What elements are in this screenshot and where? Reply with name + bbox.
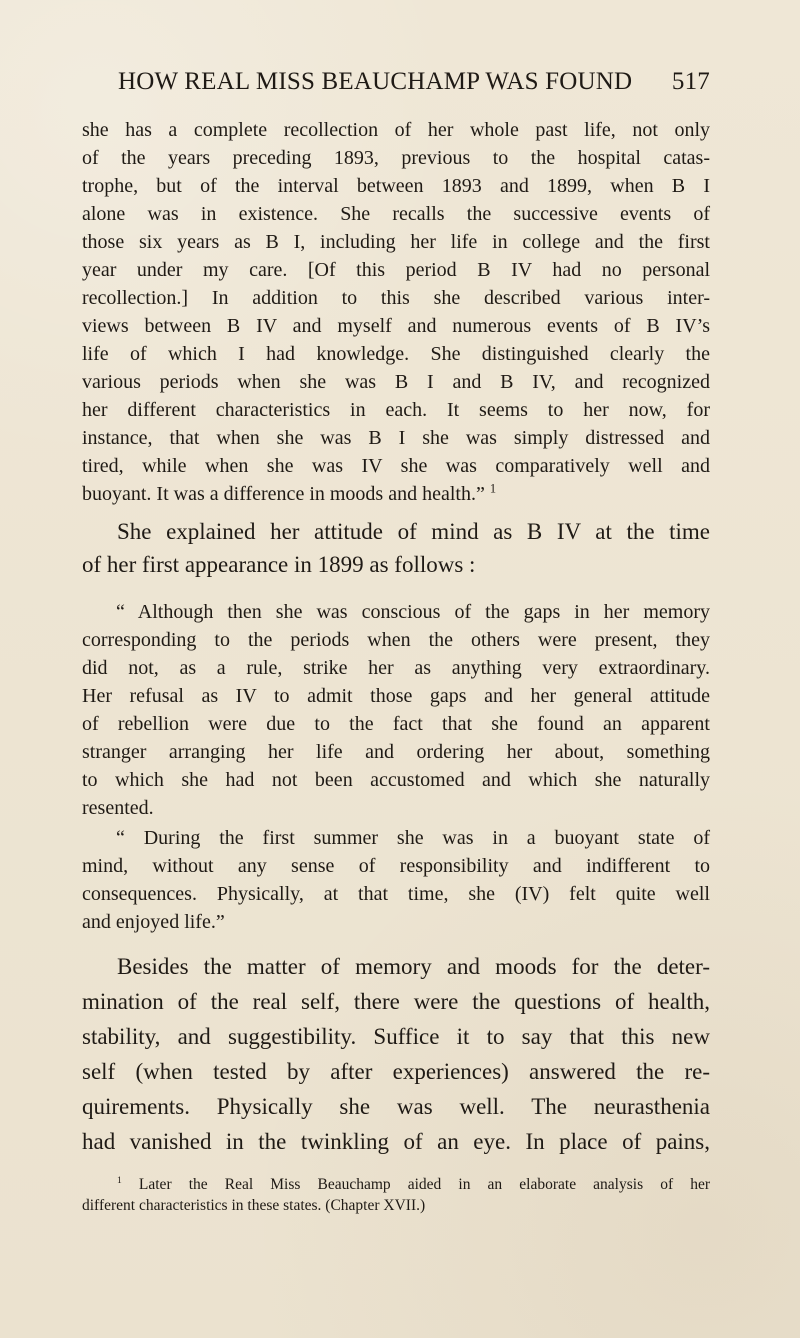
- paragraph-1-line-2: of the years preceding 1893, previous to the hospital catas-: [82, 147, 710, 169]
- quote-1-line-2: corresponding to the periods when the others were present, they: [82, 629, 710, 651]
- paragraph-2-line-1: She explained her attitude of mind as B IV at the time: [117, 519, 710, 544]
- quote-1-line-7: to which she had not been accustomed and which she naturally: [82, 769, 710, 791]
- paragraph-3-line-2: mination of the real self, there were the questions of health,: [82, 989, 710, 1014]
- paragraph-1-line-11: her different characteristics in each. It seems to her now, for: [82, 399, 710, 421]
- paragraph-1-line-4: alone was in existence. She recalls the successive events of: [82, 203, 710, 225]
- footnote-line-1: [117, 1174, 710, 1195]
- paragraph-3-line-1: Besides the matter of memory and moods for the deter-: [117, 954, 710, 979]
- quote-1-line-3: did not, as a rule, strike her as anything very extraordinary.: [82, 657, 710, 679]
- quote-1-line-6: stranger arranging her life and ordering her about, something: [82, 741, 710, 763]
- footnote-marker: 1: [117, 1174, 122, 1186]
- quote-2-line-4: and enjoyed life.”: [82, 911, 225, 933]
- paragraph-1-line-6: year under my care. [Of this period B IV had no personal: [82, 259, 710, 281]
- paragraph-3-line-5: quirements. Physically she was well. The neurasthenia: [82, 1094, 710, 1119]
- paragraph-1-line-7: recollection.] In addition to this she described various inter-: [82, 287, 710, 309]
- quote-1-line-5: of rebellion were due to the fact that she found an apparent: [82, 713, 710, 735]
- paragraph-3-line-3: stability, and suggestibility. Suffice it to say that this new: [82, 1024, 710, 1049]
- paragraph-2-line-2: of her first appearance in 1899 as follows :: [82, 552, 476, 577]
- paragraph-1-line-14: [82, 480, 710, 508]
- footnote-line-2: different characteristics in these states. (Chapter XVII.): [82, 1197, 426, 1214]
- chapter-title: HOW REAL MISS BEAUCHAMP WAS FOUND: [118, 68, 633, 95]
- quote-1-line-1: “ Although then she was conscious of the gaps in her memory: [116, 601, 710, 623]
- footnote-reference: 1: [489, 481, 497, 496]
- paragraph-1-line-12: instance, that when she was B I she was simply distressed and: [82, 427, 710, 449]
- quote-1-line-4: Her refusal as IV to admit those gaps and her general attitude: [82, 685, 710, 707]
- paragraph-1-line-5: those six years as B I, including her life in college and the first: [82, 231, 710, 253]
- quote-2-line-3: consequences. Physically, at that time, she (IV) felt quite well: [82, 883, 710, 905]
- paragraph-1-line-8: views between B IV and myself and numerous events of B IV’s: [82, 315, 710, 337]
- paragraph-1-line-1: she has a complete recollection of her whole past life, not only: [82, 119, 710, 141]
- paragraph-1-line-13: tired, while when she was IV she was comparatively well and: [82, 455, 710, 477]
- paragraph-3-line-6: had vanished in the twinkling of an eye. In place of pains,: [82, 1129, 710, 1154]
- paragraph-1-line-14-text: buoyant. It was a difference in moods and health.”: [82, 483, 485, 505]
- paragraph-1-line-3: trophe, but of the interval between 1893 and 1899, when B I: [82, 175, 710, 197]
- paragraph-3-line-4: self (when tested by after experiences) answered the re-: [82, 1059, 710, 1084]
- quote-1-line-8: resented.: [82, 797, 154, 819]
- running-header: [118, 64, 710, 100]
- quote-2-line-1: “ During the first summer she was in a buoyant state of: [116, 827, 710, 849]
- footnote-line-1-text: Later the Real Miss Beauchamp aided in an elaborate analysis of her: [138, 1176, 711, 1193]
- paragraph-1-line-10: various periods when she was B I and B IV, and recognized: [82, 371, 710, 393]
- quote-2-line-2: mind, without any sense of responsibility and indifferent to: [82, 855, 710, 877]
- page-number: 517: [671, 68, 710, 95]
- paragraph-1-line-9: life of which I had knowledge. She distinguished clearly the: [82, 343, 710, 365]
